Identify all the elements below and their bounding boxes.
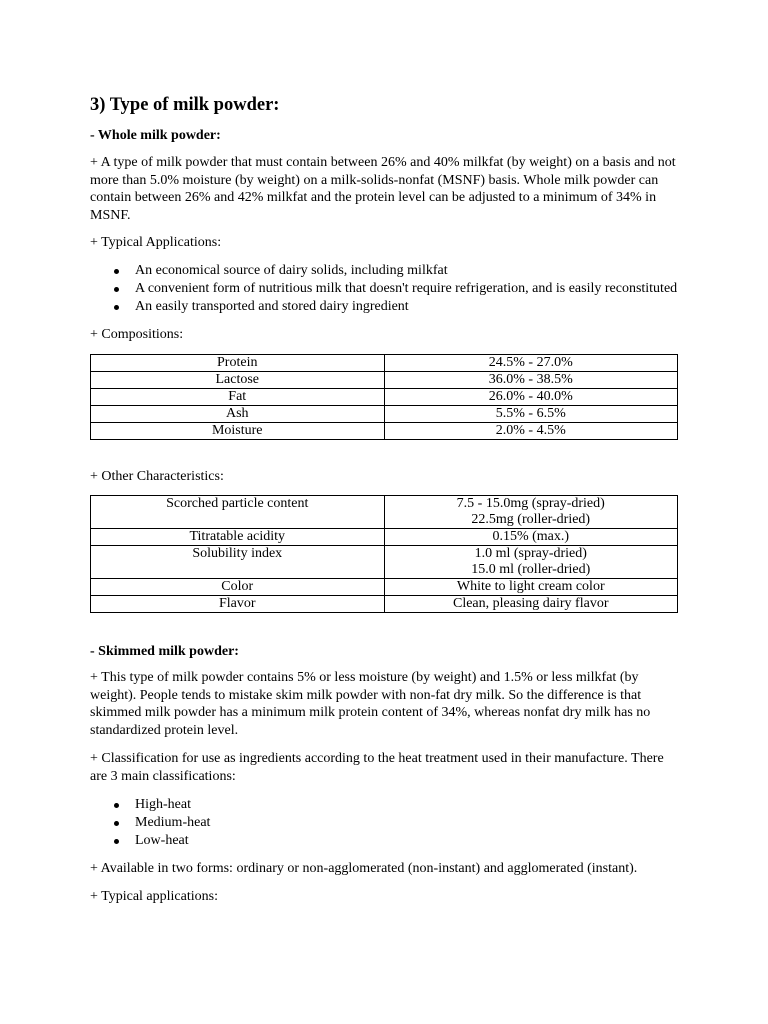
other-characteristics-label: + Other Characteristics: bbox=[90, 469, 224, 484]
table-row bbox=[91, 579, 678, 596]
table-cell: 26.0% - 40.0% bbox=[384, 389, 678, 406]
compositions-table bbox=[90, 354, 678, 440]
list-item: An economical source of dairy solids, including milkfat bbox=[90, 262, 690, 280]
list-item: Low-heat bbox=[90, 832, 690, 850]
table-cell: Color bbox=[91, 579, 385, 596]
bullet-icon bbox=[114, 803, 119, 808]
skimmed-milk-description: + This type of milk powder contains 5% or less moisture (by weight) and 1.5% or less milkfat (by weight). People tends to mistake skim milk powder with non-fat dry milk. So the difference is that skimmed milk powder has a minimum milk protein content of 34%, whereas nonfat dry milk has no standardized protein level. bbox=[90, 670, 651, 738]
table-cell: Titratable acidity bbox=[91, 529, 385, 546]
skimmed-milk-title: - Skimmed milk powder: bbox=[90, 644, 239, 659]
table-row bbox=[91, 496, 678, 529]
table-cell: 36.0% - 38.5% bbox=[384, 372, 678, 389]
table-row bbox=[91, 355, 678, 372]
compositions-label: + Compositions: bbox=[90, 327, 184, 342]
bullet-icon bbox=[114, 305, 119, 310]
table-cell: Scorched particle content bbox=[91, 496, 385, 529]
table-cell: Lactose bbox=[91, 372, 385, 389]
whole-milk-title: - Whole milk powder: bbox=[90, 128, 221, 143]
forms-text: + Available in two forms: ordinary or non-agglomerated (non-instant) and agglomerated (instant). bbox=[90, 861, 638, 876]
table-cell: Flavor bbox=[91, 596, 385, 613]
table-cell: 1.0 ml (spray-dried) 15.0 ml (roller-dried) bbox=[384, 546, 678, 579]
table-cell: Clean, pleasing dairy flavor bbox=[384, 596, 678, 613]
table-cell: Solubility index bbox=[91, 546, 385, 579]
table-row bbox=[91, 406, 678, 423]
list-item: A convenient form of nutritious milk that doesn't require refrigeration, and is easily reconstituted bbox=[90, 280, 690, 298]
bullet-icon bbox=[114, 287, 119, 292]
table-row bbox=[91, 389, 678, 406]
whole-applications-list bbox=[90, 262, 690, 316]
list-item: Medium-heat bbox=[90, 814, 690, 832]
characteristics-table bbox=[90, 495, 678, 613]
table-cell: Moisture bbox=[91, 423, 385, 440]
table-row bbox=[91, 423, 678, 440]
classification-list bbox=[90, 796, 690, 850]
table-cell: 5.5% - 6.5% bbox=[384, 406, 678, 423]
bullet-icon bbox=[114, 821, 119, 826]
list-item: An easily transported and stored dairy ingredient bbox=[90, 298, 690, 316]
table-cell: 24.5% - 27.0% bbox=[384, 355, 678, 372]
section-heading: 3) Type of milk powder: bbox=[90, 95, 280, 115]
table-cell: 2.0% - 4.5% bbox=[384, 423, 678, 440]
table-cell: 7.5 - 15.0mg (spray-dried) 22.5mg (roller-dried) bbox=[384, 496, 678, 529]
whole-applications-label: + Typical Applications: bbox=[90, 235, 222, 250]
classification-text: + Classification for use as ingredients according to the heat treatment used in their manufacture. There are 3 main classifications: bbox=[90, 751, 664, 784]
table-cell: Protein bbox=[91, 355, 385, 372]
table-cell: Ash bbox=[91, 406, 385, 423]
table-cell: Fat bbox=[91, 389, 385, 406]
list-item: High-heat bbox=[90, 796, 690, 814]
bullet-icon bbox=[114, 269, 119, 274]
table-row bbox=[91, 529, 678, 546]
table-cell: White to light cream color bbox=[384, 579, 678, 596]
table-row bbox=[91, 546, 678, 579]
table-cell: 0.15% (max.) bbox=[384, 529, 678, 546]
table-row bbox=[91, 372, 678, 389]
table-row bbox=[91, 596, 678, 613]
skimmed-applications-label: + Typical applications: bbox=[90, 889, 218, 904]
bullet-icon bbox=[114, 839, 119, 844]
whole-milk-description: + A type of milk powder that must contain between 26% and 40% milkfat (by weight) on a basis and not more than 5.0% moisture (by weight) on a milk-solids-nonfat (MSNF) basis. Whole milk powder can contain between 26% and 42% milkfat and the protein level can be adjusted to a minimum of 34% in MSNF. bbox=[90, 155, 676, 223]
